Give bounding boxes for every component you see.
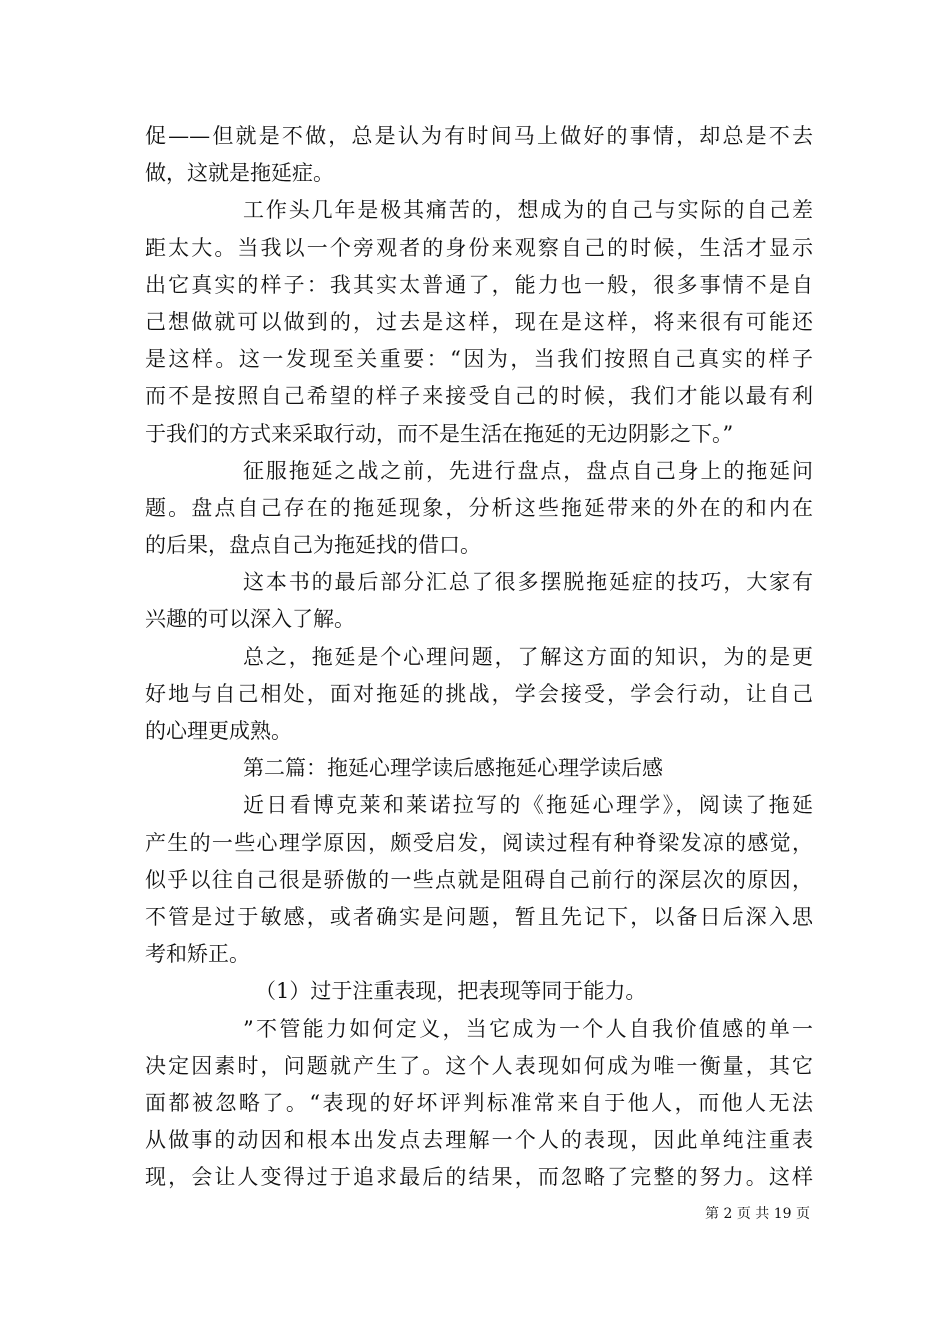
page-number-footer: 第 2 页 共 19 页 xyxy=(705,1206,810,1222)
text-line: 不管是过于敏感，或者确实是问题，暂且先记下，以备日后深入思 xyxy=(145,904,813,929)
text-line: 出它真实的样子：我其实太普通了，能力也一般，很多事情不是自 xyxy=(145,272,813,297)
text-line: 好地与自己相处，面对拖延的挑战，学会接受，学会行动，让自己 xyxy=(145,681,813,706)
numbered-point: （1）过于注重表现，把表现等同于能力。 xyxy=(255,979,647,1004)
paragraph-first-line: 工作头几年是极其痛苦的，想成为的自己与实际的自己差 xyxy=(243,198,813,223)
text-line: 似乎以往自己很是骄傲的一些点就是阻碍自己前行的深层次的原因， xyxy=(145,867,813,892)
text-line: 产生的一些心理学原因，颇受启发，阅读过程有种脊梁发凉的感觉， xyxy=(145,830,813,855)
text-line: 决定因素时，问题就产生了。这个人表现如何成为唯一衡量，其它 xyxy=(145,1053,813,1078)
paragraph-first-line: 这本书的最后部分汇总了很多摆脱拖延症的技巧，大家有 xyxy=(243,570,813,595)
text-line: 己想做就可以做到的，过去是这样，现在是这样，将来很有可能还 xyxy=(145,309,813,334)
text-line: 做，这就是拖延症。 xyxy=(145,161,334,186)
paragraph-first-line: 征服拖延之战之前，先进行盘点，盘点自己身上的拖延问 xyxy=(243,458,813,483)
text-line: 的后果，盘点自己为拖延找的借口。 xyxy=(145,533,481,558)
text-line: 于我们的方式来采取行动，而不是生活在拖延的无边阴影之下。” xyxy=(145,421,734,446)
text-line: 距太大。当我以一个旁观者的身份来观察自己的时候，生活才显示 xyxy=(145,235,813,260)
text-line: 现，会让人变得过于追求最后的结果，而忽略了完整的努力。这样 xyxy=(145,1165,813,1190)
paragraph-first-line: ”不管能力如何定义，当它成为一个人自我价值感的单一 xyxy=(243,1016,813,1041)
text-line: 题。盘点自己存在的拖延现象，分析这些拖延带来的外在的和内在 xyxy=(145,495,813,520)
text-line: 促——但就是不做，总是认为有时间马上做好的事情，却总是不去 xyxy=(145,124,813,148)
text-line: 兴趣的可以深入了解。 xyxy=(145,607,355,632)
paragraph-first-line: 总之，拖延是个心理问题，了解这方面的知识，为的是更 xyxy=(243,644,813,669)
paragraph-first-line: 近日看博克莱和莱诺拉写的《拖延心理学》，阅读了拖延 xyxy=(243,793,813,818)
text-line: 从做事的动因和根本出发点去理解一个人的表现，因此单纯注重表 xyxy=(145,1128,813,1153)
text-line: 考和矫正。 xyxy=(145,942,250,967)
text-line: 面都被忽略了。“表现的好坏评判标准常来自于他人，而他人无法 xyxy=(145,1090,813,1115)
body-text xyxy=(145,118,813,1196)
section-heading: 第二篇：拖延心理学读后感拖延心理学读后感 xyxy=(243,756,663,781)
text-line: 的心理更成熟。 xyxy=(145,719,292,743)
text-line: 而不是按照自己希望的样子来接受自己的时候，我们才能以最有利 xyxy=(145,384,813,409)
text-line: 是这样。这一发现至关重要：“因为，当我们按照自己真实的样子 xyxy=(145,347,813,372)
